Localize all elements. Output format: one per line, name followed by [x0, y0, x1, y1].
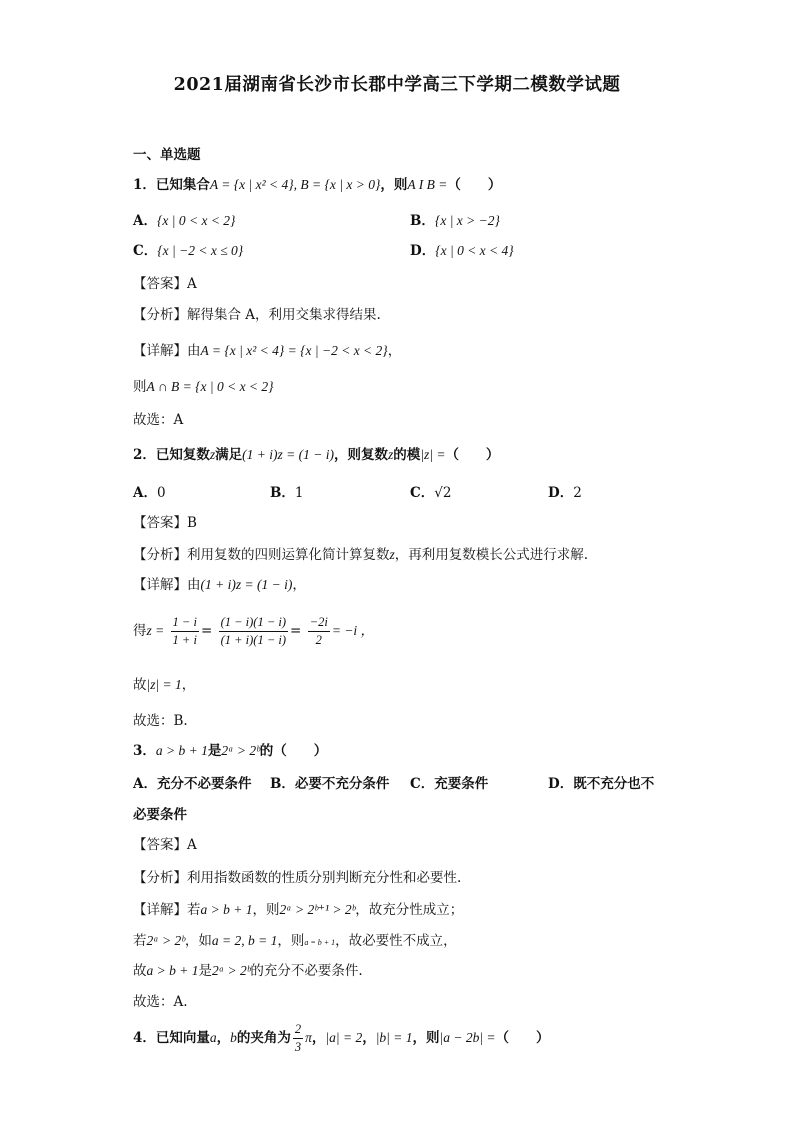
q3-option-a: A．充分不必要条件	[133, 776, 252, 792]
q2-stem: 2．已知复数z满足(1 + i)z = (1 − i)，则复数z的模|z| =（ ）	[133, 447, 500, 463]
q3-option-b: B．必要不充分条件	[270, 776, 390, 792]
q1-stem: 1．已知集合A = {x | x² < 4}, B = {x | x > 0}，则A I B =（ ）	[133, 177, 502, 193]
q3-option-d: D．既不充分也不	[548, 776, 655, 792]
q2-option-b: B．1	[270, 485, 304, 501]
fraction: $\frac{-2i}{2}$	[309, 615, 328, 647]
q2-derivation: 得z = $\frac{1 - i}{1 + i}$ = $\frac{(1 - i)(1 - i)}{(1 + i)(1 - i)}$ = $\frac{-2i}{2}$ = −i ，	[133, 615, 375, 647]
q4-stem: 4．已知向量a，b的夹角为 $\frac{2}{3}$ π，|a| = 2，|b| = 1，则|a − 2b| =（ ）	[133, 1022, 550, 1054]
fraction: $\frac{2}{3}$	[294, 1022, 302, 1054]
q1-option-b: B．{x | x > −2}	[410, 213, 500, 229]
q1-option-d: D．{x | 0 < x < 4}	[410, 243, 514, 259]
q2-hence: 故|z| = 1，	[133, 677, 196, 693]
page-title: 2021届湖南省长沙市长郡中学高三下学期二模数学试题	[173, 75, 621, 95]
q2-option-d: D．2	[548, 485, 582, 501]
section-heading: 一、单选题	[133, 147, 201, 163]
q1-choice: 故选：A	[133, 412, 184, 428]
q2-answer: 【答案】B	[133, 515, 197, 531]
q2-option-a: A．0	[133, 485, 166, 501]
fraction: $\frac{(1 - i)(1 - i)}{(1 + i)(1 - i)}$	[220, 615, 287, 647]
q1-answer: 【答案】A	[133, 276, 197, 292]
q3-detail-line3: 故a > b + 1是2ᵃ > 2ᵇ的充分不必要条件.	[133, 963, 363, 979]
q2-detail: 【详解】由(1 + i)z = (1 − i)，	[133, 577, 306, 593]
q3-option-d-cont: 必要条件	[133, 807, 187, 823]
q3-detail: 【详解】若a > b + 1，则2ᵃ > 2ᵇ⁺¹ > 2ᵇ，故充分性成立；	[133, 902, 464, 918]
q3-answer: 【答案】A	[133, 837, 197, 853]
q1-option-a: A．{x | 0 < x < 2}	[133, 213, 236, 229]
q2-option-c: C．√2	[410, 485, 452, 501]
q3-stem: 3．a > b + 1是2ᵃ > 2ᵇ的（ ）	[133, 743, 328, 759]
q3-choice: 故选：A.	[133, 994, 188, 1010]
q2-choice: 故选：B.	[133, 713, 188, 729]
q3-detail-line2: 若2ᵃ > 2ᵇ，如a = 2, b = 1，则a = b + 1，故必要性不成立，	[133, 933, 457, 949]
q1-detail: 【详解】由A = {x | x² < 4} = {x | −2 < x < 2}，	[133, 343, 402, 359]
q2-analysis: 【分析】利用复数的四则运算化简计算复数z，再利用复数模长公式进行求解.	[133, 547, 589, 563]
q1-option-c: C．{x | −2 < x ≤ 0}	[133, 243, 244, 259]
q1-detail-line2: 则A ∩ B = {x | 0 < x < 2}	[133, 379, 274, 395]
q3-option-c: C．充要条件	[410, 776, 489, 792]
fraction: $\frac{1 - i}{1 + i}$	[172, 615, 197, 647]
q3-analysis: 【分析】利用指数函数的性质分别判断充分性和必要性.	[133, 870, 462, 886]
q1-analysis: 【分析】解得集合 A，利用交集求得结果.	[133, 307, 381, 323]
